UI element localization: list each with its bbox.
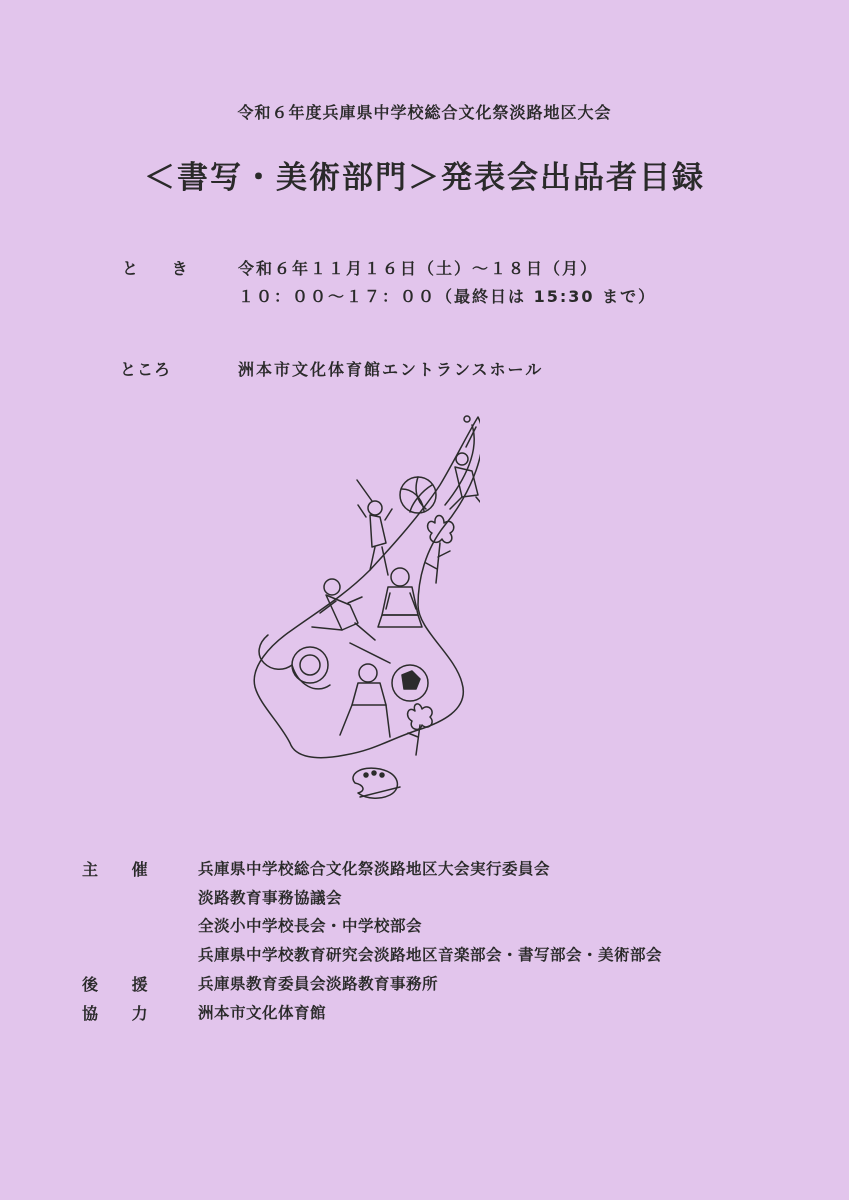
event-date: 令和６年１１月１６日（土）～１８日（月） [238,259,599,278]
volleyball-icon [400,477,436,513]
host-label: 主 催 [82,860,162,879]
venue-label: ところ [120,360,172,379]
calligraphy-student-icon [378,568,422,627]
host-line: 兵庫県中学校教育研究会淡路地区音楽部会・書写部会・美術部会 [198,946,663,964]
page-title: ＜書写・美術部門＞発表会出品者目録 [144,160,705,196]
event-time: １０：００～１７：００（最終日は 15:30 まで） [238,287,657,306]
host-line: 兵庫県中学校総合文化祭淡路地区大会実行委員会 [198,860,551,878]
support-label: 後 援 [82,975,162,994]
narcissus-flower-icon [408,704,433,755]
event-venue: 洲本市文化体育館エントランスホール [238,360,544,379]
awaji-island-illustration [240,405,480,815]
date-label: と き [122,259,202,278]
island-outline [254,417,480,758]
host-line: 全淡小中学校長会・中学校部会 [198,917,423,935]
cooperation-label: 協 力 [82,1004,162,1023]
support-org: 兵庫県教育委員会淡路教育事務所 [198,975,439,993]
cooperation-org: 洲本市文化体育館 [198,1004,327,1022]
french-horn-icon [259,635,330,689]
host-line: 淡路教育事務協議会 [198,889,343,907]
kendo-player-icon [340,643,390,737]
event-subtitle: 令和６年度兵庫県中学校総合文化祭淡路地区大会 [237,103,612,122]
baseball-player-icon [357,480,392,575]
palette-icon [353,768,400,798]
soccer-ball-icon [392,665,428,701]
